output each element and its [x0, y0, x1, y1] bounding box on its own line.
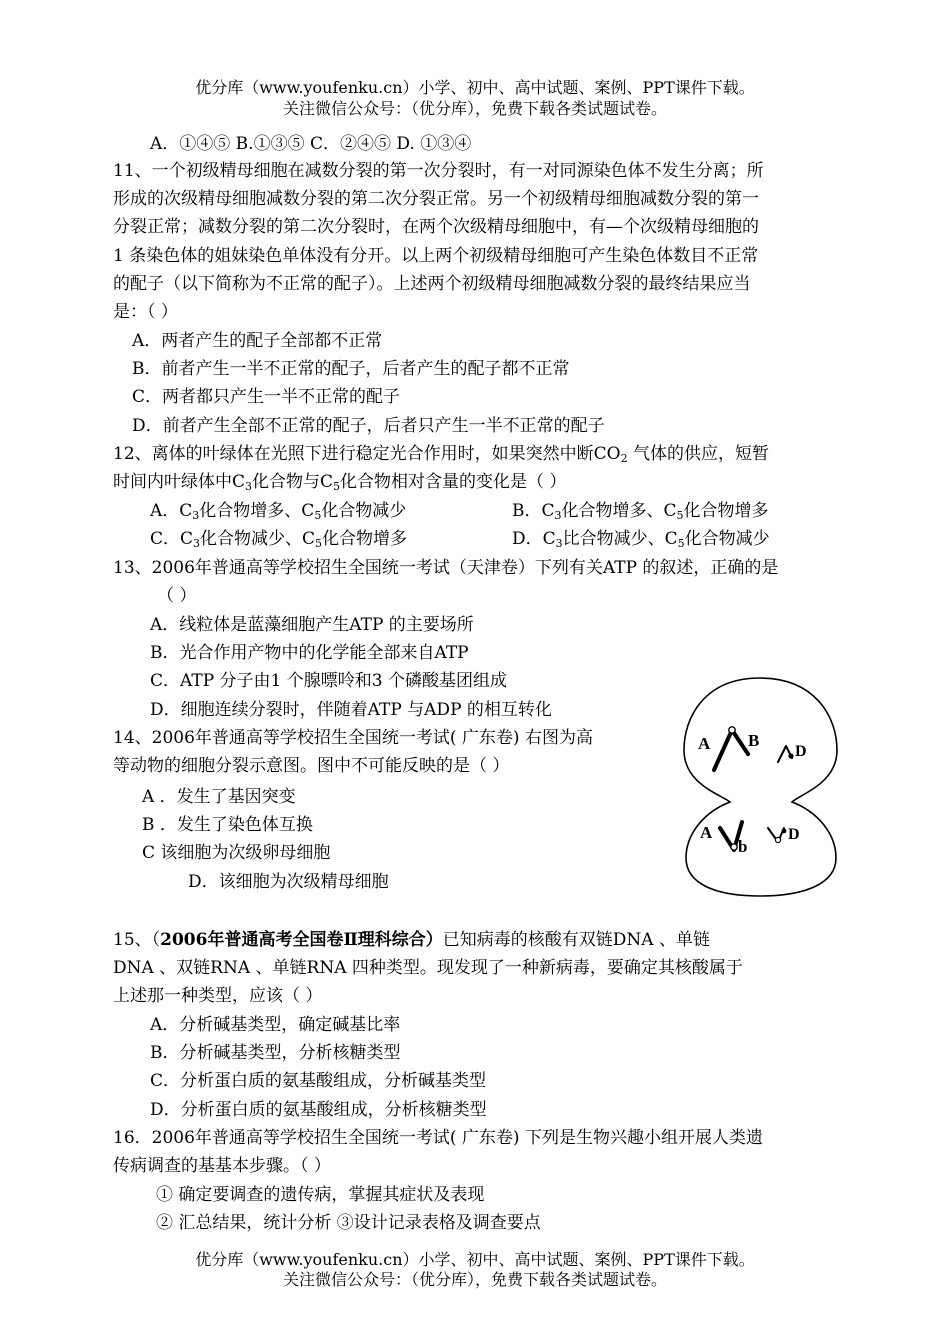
gene-label-D-bottom: D	[788, 826, 800, 843]
gene-label-b-bottom: b	[738, 837, 748, 856]
q13-line-1: 13、2006年普通高等学校招生全国统一考试（天津卷）下列有关ATP 的叙述，正确的是	[113, 558, 779, 578]
q12-option-a: A．$C_3$化合物增多、$C_5$化合物减少	[150, 501, 407, 522]
header-line-1: 优分库（www.youfenku.cn）小学、初中、高中试题、案例、PPT课件下载。	[195, 78, 755, 97]
q12-option-d: D．$C_3$比合物减少、$C_5$化合物减少	[512, 529, 770, 550]
q16-step-2-3: ② 汇总结果，统计分析 ③设计记录表格及调查要点	[156, 1213, 541, 1233]
q15-option-b: B．分析碱基类型，分析核糖类型	[150, 1043, 401, 1063]
q15-line-1: 15、（2006年普通高考全国卷Ⅱ理科综合）已知病毒的核酸有双链DNA 、单链	[113, 930, 710, 950]
q12-line-1: 12、离体的叶绿体在光照下进行稳定光合作用时，如果突然中断$CO_2$ 气体的供应，短暂	[113, 444, 769, 465]
centromere	[788, 753, 793, 758]
q11-option-b: B．前者产生一半不正常的配子，后者产生的配子都不正常	[132, 359, 570, 379]
q10-options: A．①④⑤ B.①③⑤ C．②④⑤ D. ①③④	[150, 134, 472, 154]
q14-line-1: 14、2006年普通高等学校招生全国统一考试( 广东卷) 右图为高	[113, 728, 593, 748]
q12-line-2: 时间内叶绿体中$C_3$化合物与$C_5$化合物相对含量的变化是（ ）	[113, 472, 567, 493]
q16-line-1: 16．2006年普通高等学校招生全国统一考试( 广东卷) 下列是生物兴趣小组开展人类遗	[113, 1128, 763, 1148]
q11-line: 的配子（以下简称为不正常的配子）。上述两个初级精母细胞减数分裂的最终结果应当	[113, 274, 751, 294]
gene-label-B-top: B	[748, 731, 760, 750]
cell-division-diagram	[680, 672, 840, 900]
q14-option-c: C 该细胞为次级卵母细胞	[142, 843, 331, 863]
q13-line-2: （ ）	[157, 586, 197, 606]
q15-option-c: C．分析蛋白质的氨基酸组成，分析碱基类型	[150, 1071, 487, 1091]
q11-line: 形成的次级精母细胞减数分裂的第二次分裂正常。另一个初级精母细胞减数分裂的第一	[113, 189, 759, 209]
q13-option-a: A．线粒体是蓝藻细胞产生ATP 的主要场所	[150, 615, 474, 635]
q14-option-b: B ．发生了染色体互换	[142, 815, 313, 835]
q13-option-b: B．光合作用产物中的化学能全部来自ATP	[150, 643, 469, 663]
gene-label-D-top: D	[795, 743, 807, 760]
centromere	[729, 727, 735, 733]
q11-option-d: D．前者产生全部不正常的配子，后者只产生一半不正常的配子	[132, 416, 605, 436]
q15-line-2: DNA 、双链RNA 、单链RNA 四种类型。现发现了一种新病毒，要确定其核酸属于	[113, 958, 743, 978]
centromere	[731, 844, 737, 850]
q15-line-3: 上述那一种类型，应该（ ）	[113, 986, 323, 1006]
cell-membrane	[684, 678, 837, 896]
q16-line-2: 传病调查的基基本步骤。（ ）	[113, 1156, 331, 1176]
centromere	[775, 837, 780, 842]
q11-line: 1 条染色体的姐妹染色单体没有分开。以上两个初级精母细胞可产生染色体数目不正常	[113, 246, 759, 266]
q11-line: 11、一个初级精母细胞在减数分裂的第一次分裂时，有一对同源染色体不发生分离；所	[113, 161, 764, 181]
gene-dot	[782, 829, 787, 834]
q12-option-b: B．$C_3$化合物增多、$C_5$化合物增多	[512, 501, 769, 522]
gene-label-A-bottom: A	[700, 823, 713, 842]
q11-line: 分裂正常；减数分裂的第二次分裂时，在两个次级精母细胞中，有—个次级精母细胞的	[113, 217, 759, 237]
q12-option-c: C．$C_3$化合物减少、$C_5$化合物增多	[150, 529, 408, 550]
gene-label-A-top: A	[698, 734, 711, 753]
q16-step-1: ① 确定要调查的遗传病，掌握其症状及表现	[156, 1185, 485, 1205]
q15-option-a: A．分析碱基类型，确定碱基比率	[150, 1015, 401, 1035]
q15-option-d: D．分析蛋白质的氨基酸组成，分析核糖类型	[150, 1100, 487, 1120]
footer-line-1: 优分库（www.youfenku.cn）小学、初中、高中试题、案例、PPT课件下载。	[195, 1250, 755, 1269]
q13-option-c: C．ATP 分子由1 个腺嘌呤和3 个磷酸基团组成	[150, 671, 507, 691]
header-line-2: 关注微信公众号：（优分库），免费下载各类试题试卷。	[282, 99, 667, 118]
q14-option-d: D．该细胞为次级精母细胞	[188, 872, 389, 892]
q13-option-d: D．细胞连续分裂时，伴随着ATP 与ADP 的相互转化	[150, 700, 552, 720]
q14-line-2: 等动物的细胞分裂示意图。图中不可能反映的是（ ）	[113, 756, 510, 776]
chromosome-top-left	[714, 730, 748, 770]
q14-option-a: A ．发生了基因突变	[142, 787, 296, 807]
footer-line-2: 关注微信公众号：（优分库），免费下载各类试题试卷。	[282, 1270, 667, 1289]
q11-line: 是：（ ）	[113, 302, 178, 322]
q11-option-a: A．两者产生的配子全部都不正常	[132, 331, 383, 351]
q11-option-c: C．两者都只产生一半不正常的配子	[132, 387, 401, 407]
